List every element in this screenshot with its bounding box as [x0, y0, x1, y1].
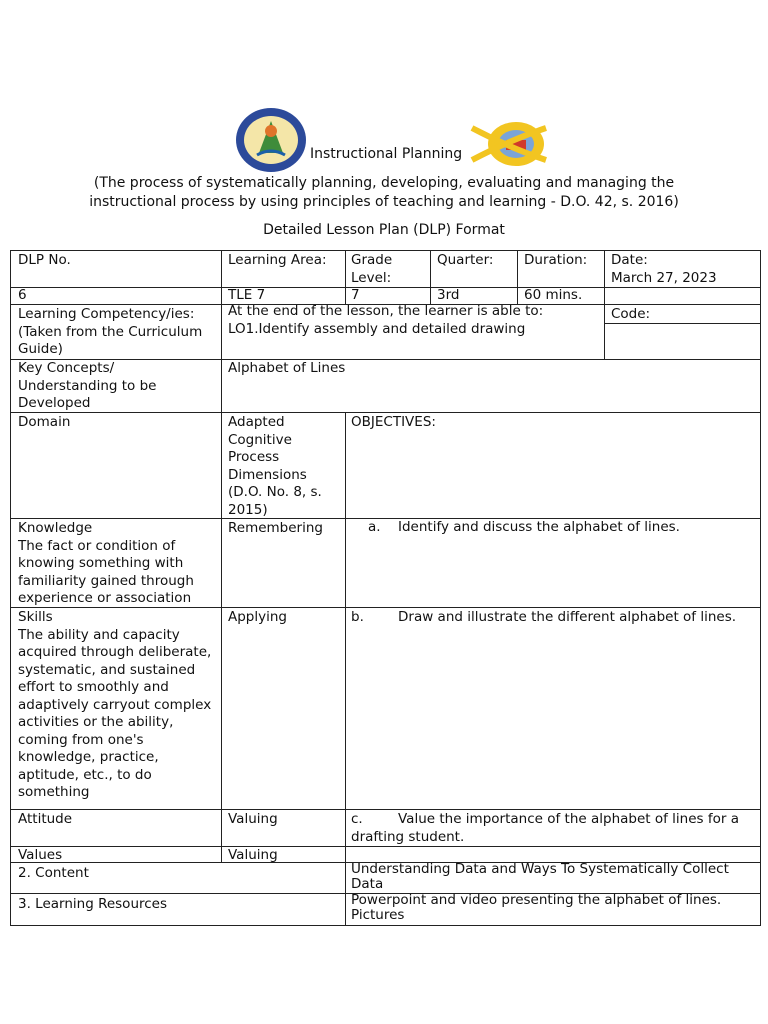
skills-line: coming from one's — [18, 731, 144, 748]
competency-text — [228, 303, 543, 338]
knowledge-line: experience or association — [18, 590, 192, 606]
content-line: Understanding Data and Ways To Systematically Collect — [351, 861, 729, 877]
skills-dimension: Applying — [228, 609, 287, 625]
skills-line: activities or the ability, — [18, 714, 174, 730]
subtitle-line: instructional process by using principles of teaching and learning - D.O. 42, s. 2016) — [89, 194, 679, 210]
content-value — [351, 862, 729, 892]
key-concepts-value: Alphabet of Lines — [228, 360, 346, 376]
adapted-line: Process — [228, 449, 280, 465]
knowledge-letter: a. — [368, 519, 381, 535]
values-label: Values — [18, 847, 63, 863]
division-seal-icon — [470, 120, 548, 168]
attitude-objective — [351, 811, 756, 846]
grade-value: 7 — [351, 287, 360, 303]
table-divider — [345, 412, 346, 926]
attitude-objective-line: drafting student. — [351, 828, 465, 845]
attitude-label: Attitude — [18, 811, 73, 827]
key-concepts-line: Key Concepts/ — [18, 360, 115, 376]
attitude-letter: c. — [351, 811, 363, 827]
adapted-line: (D.O. No. 8, s. — [228, 484, 322, 500]
adapted-line: 2015) — [228, 501, 268, 518]
adapted-line: Adapted — [228, 414, 285, 430]
dlp-no-value: 6 — [18, 287, 27, 303]
duration-value: 60 mins. — [524, 287, 583, 303]
table-divider — [430, 250, 431, 305]
attitude-dimension: Valuing — [228, 811, 278, 827]
attitude-objective-line: Value the importance of the alphabet of lines for a — [398, 811, 739, 827]
competency-label — [18, 306, 202, 359]
skills-title: Skills — [18, 609, 53, 625]
objectives-label: OBJECTIVES: — [351, 414, 436, 430]
table-border — [10, 925, 761, 926]
skills-line: something — [18, 784, 90, 800]
competency-label-line: Guide) — [18, 341, 63, 357]
knowledge-line: The fact or condition of — [18, 537, 176, 554]
key-concepts-line: Developed — [18, 395, 91, 411]
adapted-dimensions-label — [228, 414, 322, 519]
adapted-line: Dimensions — [228, 466, 307, 483]
key-concepts-label — [18, 360, 156, 413]
skills-line: knowledge, practice, — [18, 749, 159, 765]
competency-text-line: LO1.Identify assembly and detailed drawing — [228, 320, 526, 337]
knowledge-objective: Identify and discuss the alphabet of lines. — [398, 519, 680, 535]
knowledge-line: knowing something with — [18, 555, 184, 571]
skills-line: adaptively carryout complex — [18, 696, 212, 713]
table-divider — [517, 250, 518, 305]
knowledge-title: Knowledge — [18, 520, 93, 536]
grade-label-line: Level: — [351, 269, 392, 286]
learning-area-label: Learning Area: — [228, 252, 327, 268]
skills-line: systematic, and sustained — [18, 661, 196, 678]
document-subtitle — [60, 174, 708, 212]
table-divider — [604, 250, 605, 360]
grade-label-line: Grade — [351, 252, 393, 268]
resources-value — [351, 893, 721, 923]
skills-line: aptitude, etc., to do — [18, 766, 152, 783]
table-divider — [221, 250, 222, 862]
quarter-value: 3rd — [437, 287, 460, 303]
duration-label: Duration: — [524, 252, 588, 268]
adapted-line: Cognitive — [228, 431, 292, 448]
competency-label-line: (Taken from the Curriculum — [18, 323, 203, 340]
resources-line: Powerpoint and video presenting the alphabet of lines. — [351, 892, 722, 908]
table-border — [760, 250, 761, 926]
domain-label: Domain — [18, 414, 71, 430]
date-value: March 27, 2023 — [611, 269, 717, 286]
skills-description — [18, 609, 211, 802]
key-concepts-line: Understanding to be — [18, 377, 157, 394]
knowledge-description — [18, 520, 194, 608]
knowledge-dimension: Remembering — [228, 520, 323, 536]
format-title: Detailed Lesson Plan (DLP) Format — [263, 222, 505, 238]
quarter-label: Quarter: — [437, 252, 494, 268]
resources-line: Pictures — [351, 907, 405, 923]
table-border — [10, 250, 11, 926]
skills-line: The ability and capacity — [18, 626, 180, 643]
table-divider — [345, 250, 346, 305]
skills-line: effort to smoothly and — [18, 679, 169, 695]
content-label: 2. Content — [18, 865, 89, 881]
skills-line: acquired through deliberate, — [18, 644, 212, 660]
table-divider — [10, 846, 761, 847]
dlp-no-label: DLP No. — [18, 252, 71, 268]
date-label-text: Date: — [611, 252, 648, 268]
document-title: Instructional Planning — [310, 146, 463, 162]
cebu-province-seal-icon — [235, 107, 307, 173]
competency-text-line: At the end of the lesson, the learner is able to: — [228, 303, 544, 319]
table-border — [10, 250, 761, 251]
subtitle-line: (The process of systematically planning, developing, evaluating and managing the — [93, 175, 675, 191]
values-dimension: Valuing — [228, 847, 278, 863]
competency-label-line: Learning Competency/ies: — [18, 306, 195, 322]
table-divider — [10, 287, 761, 288]
resources-label: 3. Learning Resources — [18, 896, 168, 912]
content-line: Data — [351, 876, 384, 892]
grade-label — [351, 252, 392, 287]
knowledge-line: familiarity gained through — [18, 572, 194, 589]
table-divider — [10, 809, 761, 810]
code-label: Code: — [611, 306, 651, 322]
learning-area-value: TLE 7 — [228, 287, 266, 303]
skills-objective: Draw and illustrate the different alphabet of lines. — [398, 609, 737, 625]
skills-letter: b. — [351, 609, 364, 625]
date-label — [611, 252, 717, 287]
